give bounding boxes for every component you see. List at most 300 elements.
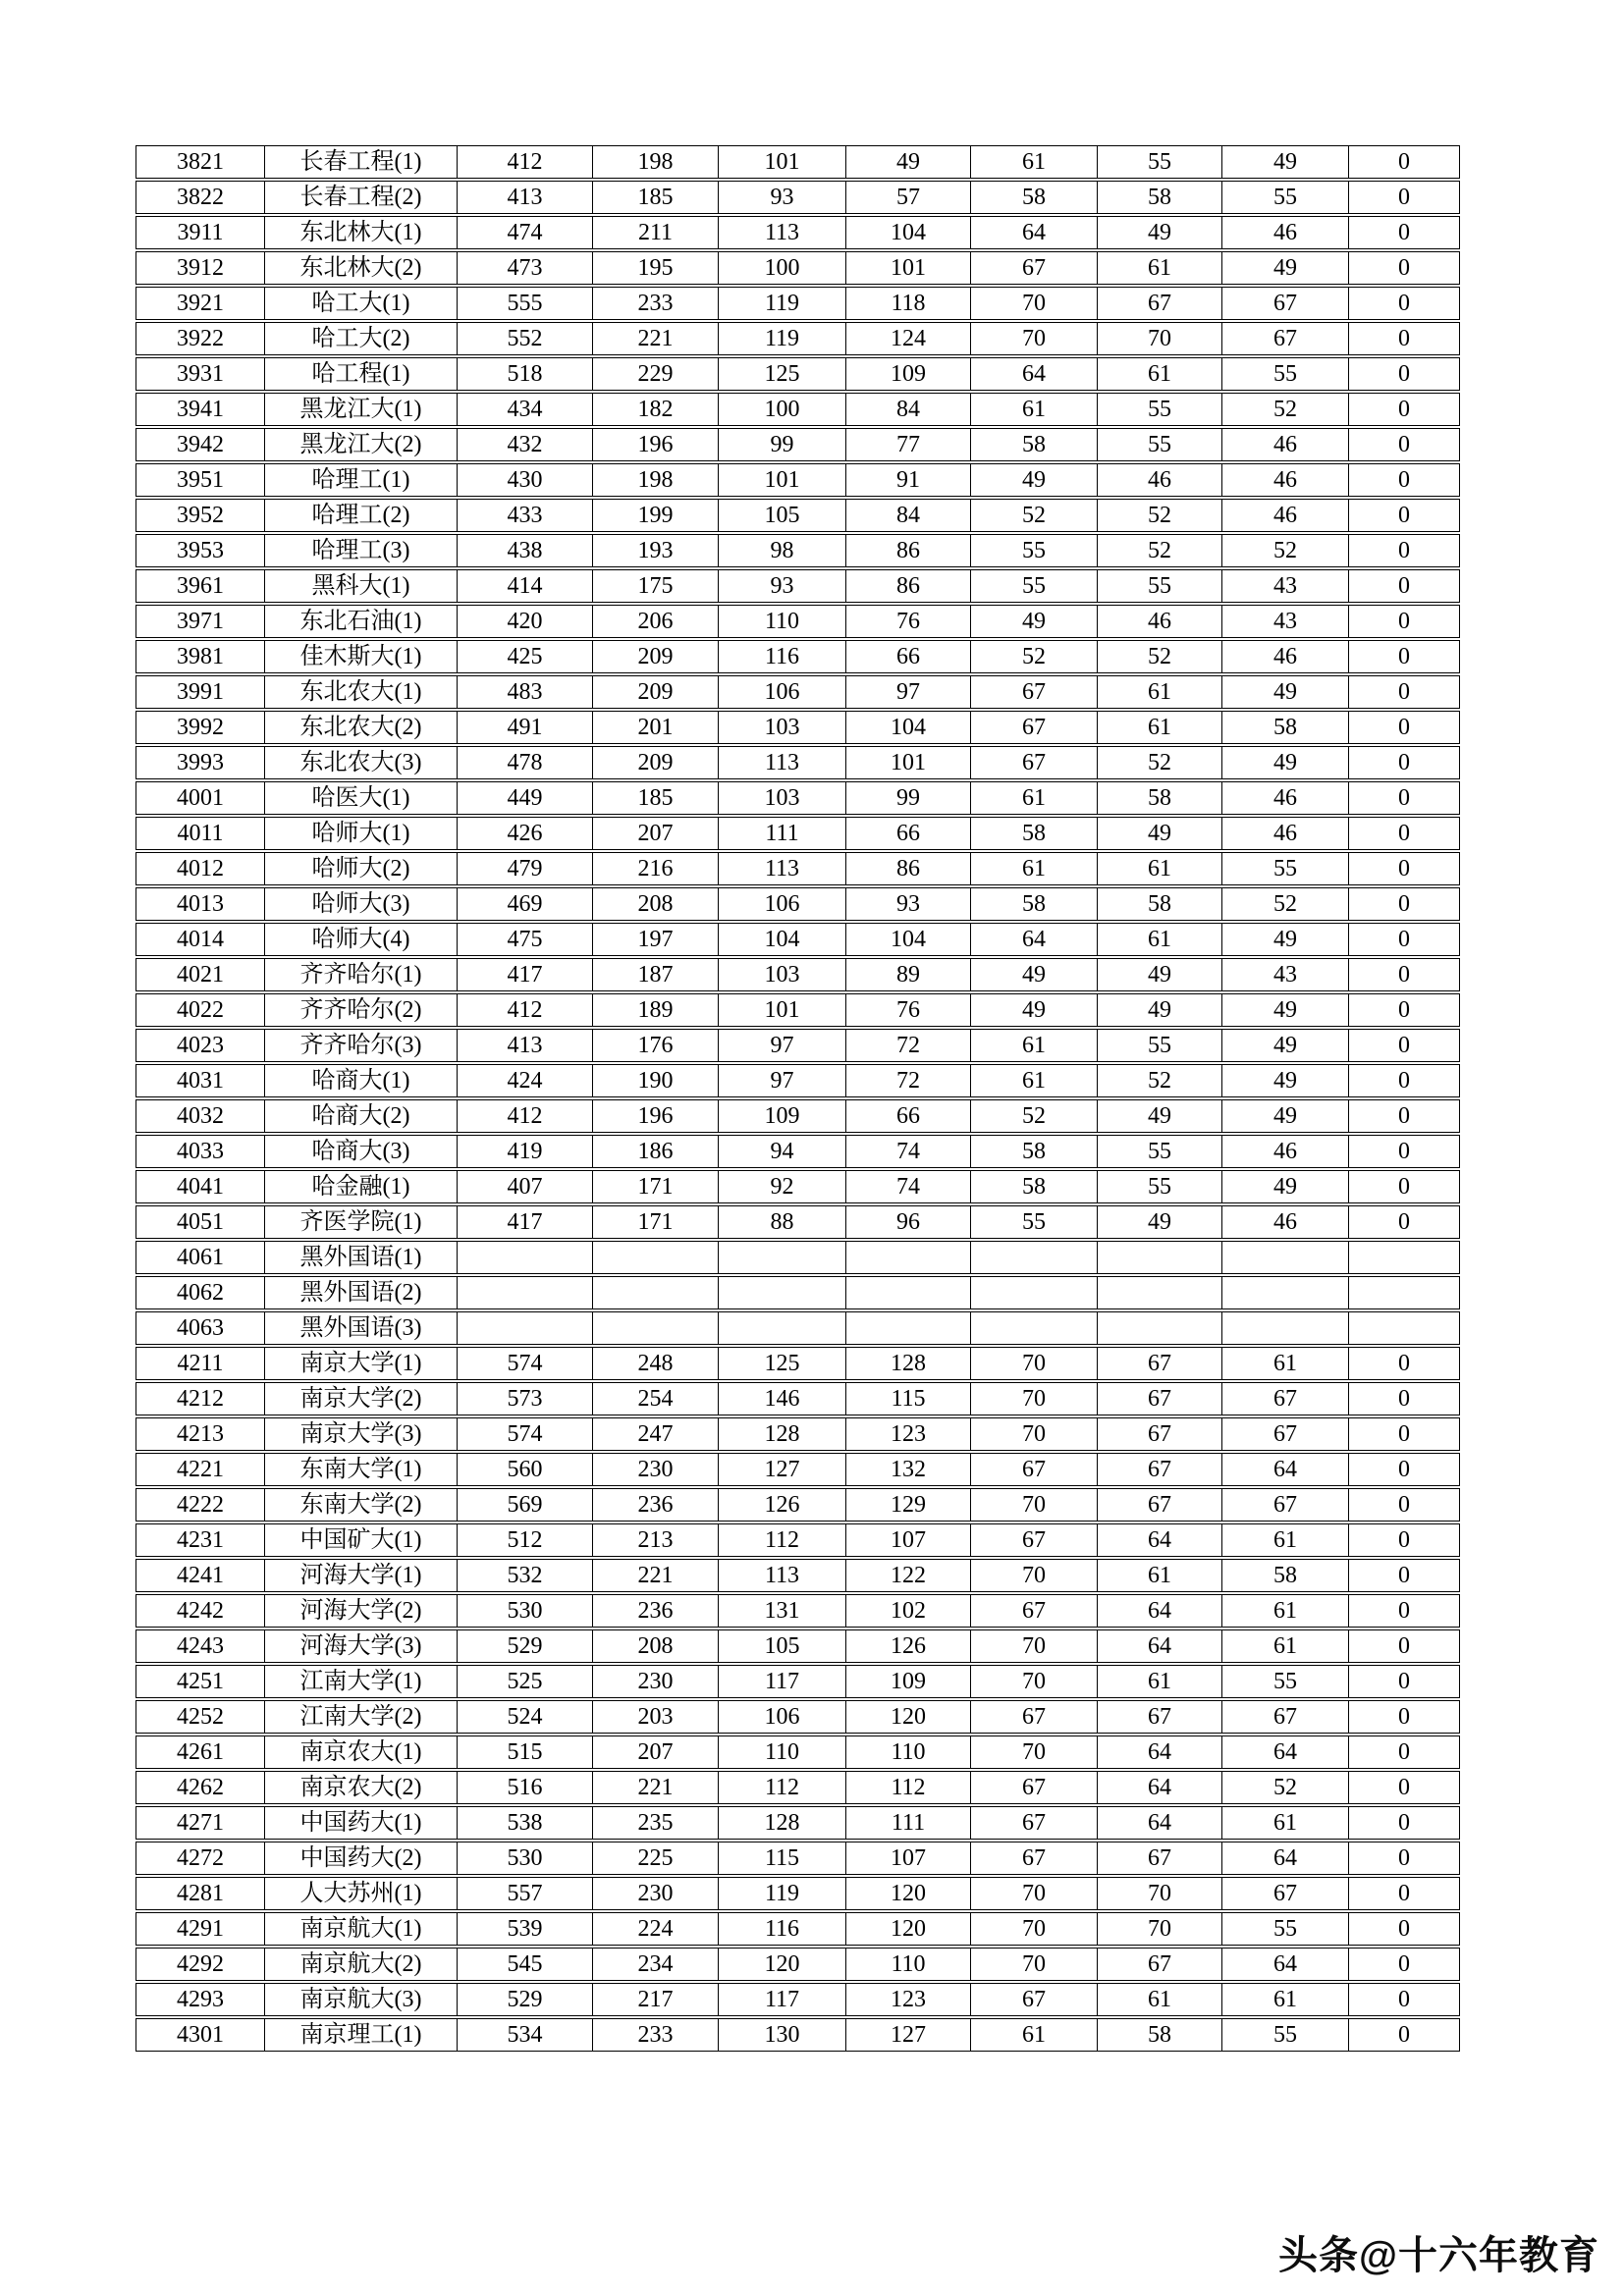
code-cell: 4212 [135,1382,265,1415]
score-cell: 70 [1098,1877,1222,1910]
score-cell: 67 [1222,1382,1349,1415]
score-cell: 413 [458,1029,593,1062]
university-name-cell: 东北农大(2) [265,711,458,744]
score-cell: 105 [719,499,846,532]
score-cell: 64 [1098,1806,1222,1840]
score-cell: 64 [1222,1842,1349,1875]
score-cell: 207 [593,817,719,850]
score-cell: 127 [846,2018,971,2052]
code-cell: 4281 [135,1877,265,1910]
score-cell: 55 [971,569,1098,603]
code-cell: 3971 [135,605,265,638]
score-cell: 198 [593,463,719,497]
table-row [135,393,1460,426]
score-cell: 128 [719,1806,846,1840]
table-row [135,711,1460,744]
score-cell: 132 [846,1453,971,1486]
university-name-cell: 黑外国语(3) [265,1311,458,1345]
score-cell: 538 [458,1806,593,1840]
score-cell: 221 [593,1771,719,1804]
score-cell: 46 [1222,216,1349,249]
score-cell: 0 [1349,711,1460,744]
score-cell: 0 [1349,1629,1460,1663]
university-name-cell: 齐齐哈尔(3) [265,1029,458,1062]
score-cell: 0 [1349,1948,1460,1981]
score-cell: 203 [593,1700,719,1734]
score-cell: 0 [1349,993,1460,1027]
score-cell: 100 [719,393,846,426]
score-cell: 0 [1349,817,1460,850]
score-cell: 118 [846,287,971,320]
score-cell: 433 [458,499,593,532]
score-cell: 70 [971,1417,1098,1451]
score-cell: 0 [1349,1559,1460,1592]
score-cell: 146 [719,1382,846,1415]
score-cell [971,1276,1098,1309]
score-cell: 61 [1098,711,1222,744]
score-cell: 49 [1222,145,1349,179]
score-cell: 432 [458,428,593,461]
score-cell: 176 [593,1029,719,1062]
score-cell: 199 [593,499,719,532]
score-cell: 530 [458,1842,593,1875]
score-cell: 55 [1222,181,1349,214]
score-cell: 0 [1349,1806,1460,1840]
score-cell: 110 [846,1948,971,1981]
score-cell: 113 [719,746,846,779]
score-cell: 58 [971,1170,1098,1203]
university-name-cell: 哈理工(2) [265,499,458,532]
score-cell: 515 [458,1735,593,1769]
score-cell: 52 [1222,393,1349,426]
score-cell: 109 [846,357,971,391]
score-cell: 0 [1349,887,1460,921]
score-cell: 52 [1098,1064,1222,1097]
score-cell: 67 [971,1842,1098,1875]
score-cell: 55 [1098,569,1222,603]
university-name-cell: 哈师大(2) [265,852,458,885]
score-cell: 112 [846,1771,971,1804]
score-cell: 64 [1222,1453,1349,1486]
score-cell: 236 [593,1594,719,1628]
score-cell: 55 [1098,428,1222,461]
score-cell: 414 [458,569,593,603]
score-cell: 49 [1098,216,1222,249]
score-cell: 209 [593,675,719,709]
score-cell: 67 [1098,1417,1222,1451]
score-cell: 49 [1222,1170,1349,1203]
score-cell: 0 [1349,1912,1460,1946]
score-cell: 122 [846,1559,971,1592]
code-cell: 4222 [135,1488,265,1522]
score-cell: 185 [593,181,719,214]
code-cell: 3921 [135,287,265,320]
score-cell: 473 [458,251,593,285]
score-cell: 0 [1349,1665,1460,1698]
university-name-cell: 哈工大(1) [265,287,458,320]
score-cell: 93 [846,887,971,921]
score-cell: 70 [1098,322,1222,355]
table-row [135,569,1460,603]
score-cell: 196 [593,1099,719,1133]
score-cell: 70 [971,1735,1098,1769]
score-cell [719,1241,846,1274]
score-cell: 0 [1349,1453,1460,1486]
score-cell [719,1311,846,1345]
score-cell: 86 [846,534,971,567]
table-row [135,781,1460,815]
table-row [135,216,1460,249]
score-cell: 67 [1222,1417,1349,1451]
score-cell: 67 [971,711,1098,744]
score-cell: 123 [846,1417,971,1451]
score-cell: 67 [1098,1488,1222,1522]
score-cell [1349,1311,1460,1345]
code-cell: 3922 [135,322,265,355]
score-cell: 516 [458,1771,593,1804]
code-cell: 4062 [135,1276,265,1309]
score-cell: 102 [846,1594,971,1628]
score-cell: 92 [719,1170,846,1203]
score-cell: 55 [1098,1135,1222,1168]
score-cell: 224 [593,1912,719,1946]
score-cell: 125 [719,1347,846,1380]
score-cell: 74 [846,1135,971,1168]
university-name-cell: 哈师大(1) [265,817,458,850]
score-cell: 93 [719,181,846,214]
score-cell: 512 [458,1523,593,1557]
university-name-cell: 哈商大(3) [265,1135,458,1168]
table-row [135,958,1460,991]
code-cell: 3931 [135,357,265,391]
score-cell: 46 [1222,1205,1349,1239]
score-cell: 234 [593,1948,719,1981]
table-row [135,2018,1460,2052]
code-cell: 3993 [135,746,265,779]
score-cell: 49 [971,605,1098,638]
score-cell: 70 [971,287,1098,320]
university-name-cell: 东北林大(1) [265,216,458,249]
score-cell: 72 [846,1064,971,1097]
university-name-cell: 南京航大(3) [265,1983,458,2016]
score-cell: 70 [1098,1912,1222,1946]
score-cell: 64 [1098,1629,1222,1663]
table-row [135,1877,1460,1910]
score-cell: 100 [719,251,846,285]
score-cell: 574 [458,1417,593,1451]
score-cell: 70 [971,1382,1098,1415]
score-cell: 61 [1098,1983,1222,2016]
score-cell: 225 [593,1842,719,1875]
score-cell [1098,1241,1222,1274]
table-row [135,1064,1460,1097]
score-cell: 52 [1098,746,1222,779]
code-cell: 4041 [135,1170,265,1203]
code-cell: 3952 [135,499,265,532]
code-cell: 4031 [135,1064,265,1097]
score-cell: 52 [971,499,1098,532]
score-cell: 119 [719,322,846,355]
score-cell: 0 [1349,640,1460,673]
score-cell: 86 [846,852,971,885]
score-cell: 569 [458,1488,593,1522]
score-cell: 70 [971,1488,1098,1522]
university-name-cell: 黑科大(1) [265,569,458,603]
code-cell: 4301 [135,2018,265,2052]
score-cell: 46 [1222,1135,1349,1168]
code-cell: 4211 [135,1347,265,1380]
score-cell: 58 [1098,887,1222,921]
code-cell: 3951 [135,463,265,497]
code-cell: 4021 [135,958,265,991]
score-cell: 107 [846,1842,971,1875]
score-cell: 84 [846,393,971,426]
score-cell: 46 [1222,640,1349,673]
table-row [135,1771,1460,1804]
score-cell: 124 [846,322,971,355]
score-cell: 213 [593,1523,719,1557]
score-cell: 101 [719,145,846,179]
score-cell: 196 [593,428,719,461]
score-cell: 67 [1222,287,1349,320]
score-cell: 217 [593,1983,719,2016]
code-cell: 4293 [135,1983,265,2016]
university-name-cell: 南京航大(2) [265,1948,458,1981]
score-cell: 67 [971,1983,1098,2016]
code-cell: 3941 [135,393,265,426]
score-cell: 61 [971,145,1098,179]
score-cell: 67 [971,1806,1098,1840]
score-cell: 0 [1349,1029,1460,1062]
university-name-cell: 南京大学(3) [265,1417,458,1451]
score-cell: 49 [1098,958,1222,991]
score-cell: 55 [1222,1912,1349,1946]
score-cell: 97 [719,1064,846,1097]
score-cell: 55 [1222,852,1349,885]
score-cell: 115 [719,1842,846,1875]
score-cell: 67 [971,1523,1098,1557]
score-cell: 233 [593,287,719,320]
score-cell [458,1276,593,1309]
score-cell: 61 [1098,357,1222,391]
score-cell: 101 [846,251,971,285]
score-cell: 518 [458,357,593,391]
score-cell: 189 [593,993,719,1027]
score-cell: 55 [1222,1665,1349,1698]
university-name-cell: 哈工程(1) [265,357,458,391]
score-cell: 67 [1098,1347,1222,1380]
code-cell: 3992 [135,711,265,744]
score-cell: 67 [1098,1842,1222,1875]
score-cell: 67 [971,1700,1098,1734]
table-row [135,1311,1460,1345]
code-cell: 4023 [135,1029,265,1062]
score-cell: 211 [593,216,719,249]
score-cell: 61 [1098,852,1222,885]
table-row [135,1735,1460,1769]
score-cell: 61 [1222,1594,1349,1628]
university-name-cell: 中国药大(2) [265,1842,458,1875]
score-cell: 74 [846,1170,971,1203]
university-name-cell: 长春工程(1) [265,145,458,179]
score-cell: 0 [1349,145,1460,179]
table-row [135,499,1460,532]
score-cell: 116 [719,640,846,673]
score-cell: 52 [1222,534,1349,567]
university-name-cell: 河海大学(1) [265,1559,458,1592]
table-row [135,852,1460,885]
score-cell: 46 [1222,781,1349,815]
score-cell: 66 [846,640,971,673]
score-cell: 70 [971,1629,1098,1663]
score-cell: 208 [593,1629,719,1663]
score-cell: 0 [1349,1983,1460,2016]
score-cell: 483 [458,675,593,709]
score-cell: 491 [458,711,593,744]
score-cell: 221 [593,322,719,355]
score-cell: 534 [458,2018,593,2052]
score-cell: 123 [846,1983,971,2016]
watermark [1278,2224,1599,2280]
score-cell: 524 [458,1700,593,1734]
score-cell: 111 [719,817,846,850]
score-cell: 64 [1098,1523,1222,1557]
score-cell: 434 [458,393,593,426]
score-cell: 201 [593,711,719,744]
score-cell: 52 [1222,1771,1349,1804]
table-row [135,428,1460,461]
university-name-cell: 哈商大(2) [265,1099,458,1133]
table-row [135,746,1460,779]
score-cell: 76 [846,993,971,1027]
score-cell: 55 [1222,357,1349,391]
score-cell: 0 [1349,2018,1460,2052]
table-row [135,1629,1460,1663]
score-cell: 120 [846,1700,971,1734]
score-cell: 0 [1349,181,1460,214]
university-name-cell: 江南大学(1) [265,1665,458,1698]
score-cell: 49 [971,463,1098,497]
university-name-cell: 东北农大(1) [265,675,458,709]
score-cell: 412 [458,1099,593,1133]
score-cell: 208 [593,887,719,921]
score-cell: 58 [1098,181,1222,214]
score-cell: 417 [458,958,593,991]
code-cell: 3821 [135,145,265,179]
table-row [135,1029,1460,1062]
score-cell [1222,1276,1349,1309]
score-cell: 254 [593,1382,719,1415]
score-cell: 57 [846,181,971,214]
university-name-cell: 东北农大(3) [265,746,458,779]
code-cell: 4271 [135,1806,265,1840]
score-cell: 61 [971,852,1098,885]
score-cell: 207 [593,1735,719,1769]
score-cell: 171 [593,1170,719,1203]
code-cell: 4001 [135,781,265,815]
score-cell: 0 [1349,1523,1460,1557]
score-cell: 0 [1349,393,1460,426]
table-row [135,145,1460,179]
score-cell: 58 [1098,781,1222,815]
score-cell: 552 [458,322,593,355]
code-cell: 4252 [135,1700,265,1734]
score-cell: 66 [846,1099,971,1133]
score-cell: 64 [1222,1735,1349,1769]
score-cell: 67 [971,746,1098,779]
score-cell: 58 [1222,1559,1349,1592]
table-row [135,1948,1460,1981]
score-cell: 539 [458,1912,593,1946]
score-cell: 0 [1349,1877,1460,1910]
university-name-cell: 南京理工(1) [265,2018,458,2052]
table-row [135,1912,1460,1946]
score-cell: 67 [1222,322,1349,355]
university-name-cell: 哈工大(2) [265,322,458,355]
score-cell: 52 [1098,499,1222,532]
score-cell: 113 [719,852,846,885]
score-cell: 58 [1222,711,1349,744]
university-name-cell: 哈师大(3) [265,887,458,921]
score-cell: 0 [1349,852,1460,885]
score-table [135,143,1460,2054]
table-row [135,675,1460,709]
score-cell [1349,1241,1460,1274]
score-cell: 529 [458,1629,593,1663]
score-cell: 49 [1222,993,1349,1027]
score-cell: 101 [719,993,846,1027]
table-row [135,357,1460,391]
score-cell: 120 [846,1877,971,1910]
score-cell: 0 [1349,746,1460,779]
score-cell: 230 [593,1453,719,1486]
code-cell: 4051 [135,1205,265,1239]
score-cell: 128 [846,1347,971,1380]
score-cell: 0 [1349,1382,1460,1415]
score-cell: 61 [971,1064,1098,1097]
score-cell: 97 [846,675,971,709]
code-cell: 4022 [135,993,265,1027]
score-cell: 61 [1222,1523,1349,1557]
university-name-cell: 南京航大(1) [265,1912,458,1946]
score-cell: 52 [1222,887,1349,921]
score-cell: 97 [719,1029,846,1062]
score-cell [593,1311,719,1345]
score-cell: 0 [1349,675,1460,709]
score-cell: 209 [593,746,719,779]
score-cell: 0 [1349,357,1460,391]
score-cell: 221 [593,1559,719,1592]
code-cell: 4012 [135,852,265,885]
score-cell: 112 [719,1523,846,1557]
score-cell: 58 [971,887,1098,921]
university-name-cell: 中国药大(1) [265,1806,458,1840]
score-cell: 49 [1222,746,1349,779]
score-cell: 475 [458,923,593,956]
score-cell: 55 [1098,393,1222,426]
table-row [135,1205,1460,1239]
score-cell: 55 [971,534,1098,567]
score-cell: 417 [458,1205,593,1239]
score-cell: 49 [1222,675,1349,709]
university-name-cell: 东北石油(1) [265,605,458,638]
score-cell: 64 [1098,1771,1222,1804]
score-cell: 209 [593,640,719,673]
score-cell: 111 [846,1806,971,1840]
table-row [135,1417,1460,1451]
score-cell: 426 [458,817,593,850]
score-cell: 49 [1222,251,1349,285]
